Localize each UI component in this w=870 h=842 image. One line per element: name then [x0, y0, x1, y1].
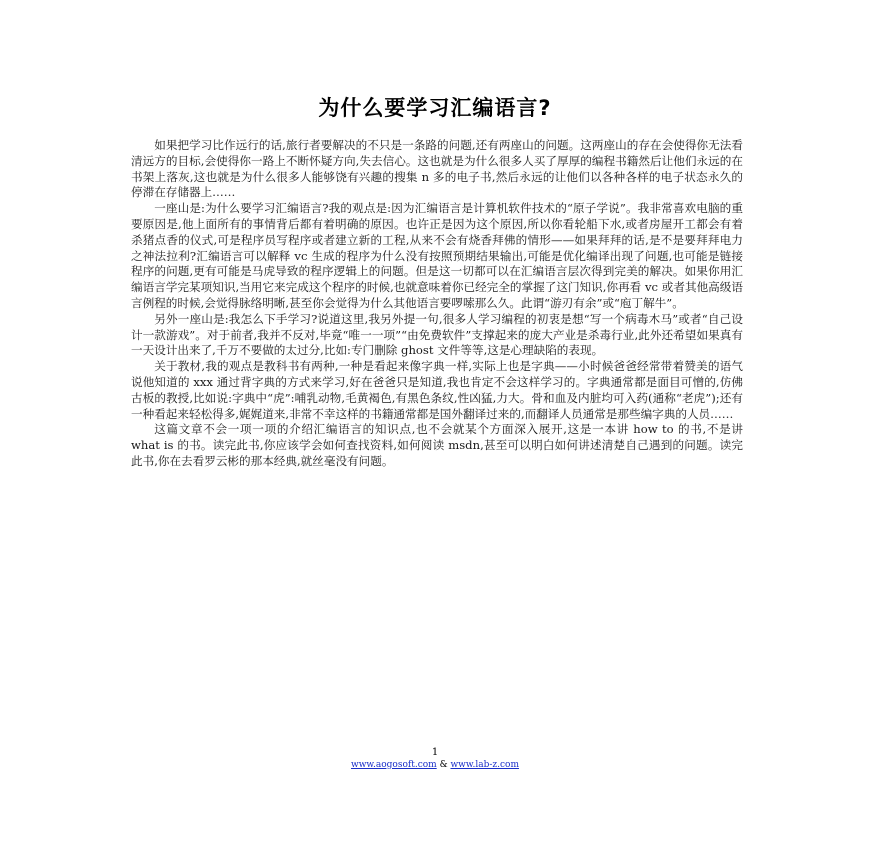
document-body: [131, 138, 743, 470]
footer-link-labz[interactable]: www.lab-z.com: [450, 760, 520, 770]
paragraph-1: 如果把学习比作远行的话,旅行者要解决的不只是一条路的问题,还有两座山的问题。这两座山的存在会使得你无法看清远方的目标,会使得你一路上不断怀疑方向,失去信心。这也就是为什么很多人买了厚厚的编程书籍然后让他们永远的在书架上落灰,这也就是为什么很多人能够饶有兴趣的搜集 n 多的电子书,然后永远的让他们以各种各样的电子状态永久的停滞在存储器上……: [131, 138, 743, 200]
footer-links: [0, 759, 870, 771]
paragraph-2: 一座山是:为什么要学习汇编语言?我的观点是:因为汇编语言是计算机软件技术的“原子学说”。我非常喜欢电脑的重要原因是,他上面所有的事情背后都有着明确的原因。也许正是因为这个原因,所以你看轮船下水,或者房屋开工都会有着杀猪点香的仪式,可是程序员写程序或者建立新的工程,从来不会有烧香拜佛的情形——如果拜拜的话,是不是要拜拜电力之神法拉利?汇编语言可以解释 vc 生成的程序为什么没有按照预期结果输出,可能是优化编译出现了问题,也可能是链接程序的问题,更有可能是马虎导致的程序逻辑上的问题。但是这一切都可以在汇编语言层次得到完美的解决。如果你用汇编语言学完某项知识,当用它来完成这个程序的时候,也就意味着你已经完全的掌握了这门知识,你再看 vc 或者其他高级语言例程的时候,会觉得脉络明晰,甚至你会觉得为什么其他语言要啰嗦那么久。此谓“游刃有余”或“庖丁解牛”。: [131, 201, 743, 310]
footer-separator: &: [439, 760, 448, 770]
document-title: 为什么要学习汇编语言?: [318, 96, 552, 120]
paragraph-3: 另外一座山是:我怎么下手学习?说道这里,我另外提一句,很多人学习编程的初衷是想“写一个病毒木马”或者“自己设计一款游戏”。对于前者,我并不反对,毕竟“唯一一项”“由免费软件”支撑起来的庞大产业是杀毒行业,此外还希望如果真有一天设计出来了,千万不要做的太过分,比如:专门删除 ghost 文件等等,这是心理缺陷的表现。: [131, 311, 743, 358]
paragraph-5: 这篇文章不会一项一项的介绍汇编语言的知识点,也不会就某个方面深入展开,这是一本讲 how to 的书,不是讲 what is 的书。读完此书,你应该学会如何查找资料,如何阅读 msdn,甚至可以明白如何讲述清楚自己遇到的问题。读完此书,你在去看罗云彬的那本经典,就丝毫没有问题。: [131, 422, 743, 468]
footer-link-aogosoft[interactable]: www.aogosoft.com: [350, 760, 437, 770]
page-footer: [0, 747, 870, 771]
paragraph-4: 关于教材,我的观点是教科书有两种,一种是看起来像字典一样,实际上也是字典——小时候爸爸经常带着赞美的语气说他知道的 xxx 通过背字典的方式来学习,好在爸爸只是知道,我也肯定不会这样学习的。字典通常都是面目可憎的,仿佛古板的教授,比如说:字典中“虎”:哺乳动物,毛黄褐色,有黑色条纹,性凶猛,力大。骨和血及内脏均可入药(通称“老虎”);还有一种看起来轻松得多,娓娓道来,非常不幸这样的书籍通常都是国外翻译过来的,而翻译人员通常是那些编字典的人员……: [131, 359, 743, 421]
page-number: 1: [431, 747, 439, 758]
